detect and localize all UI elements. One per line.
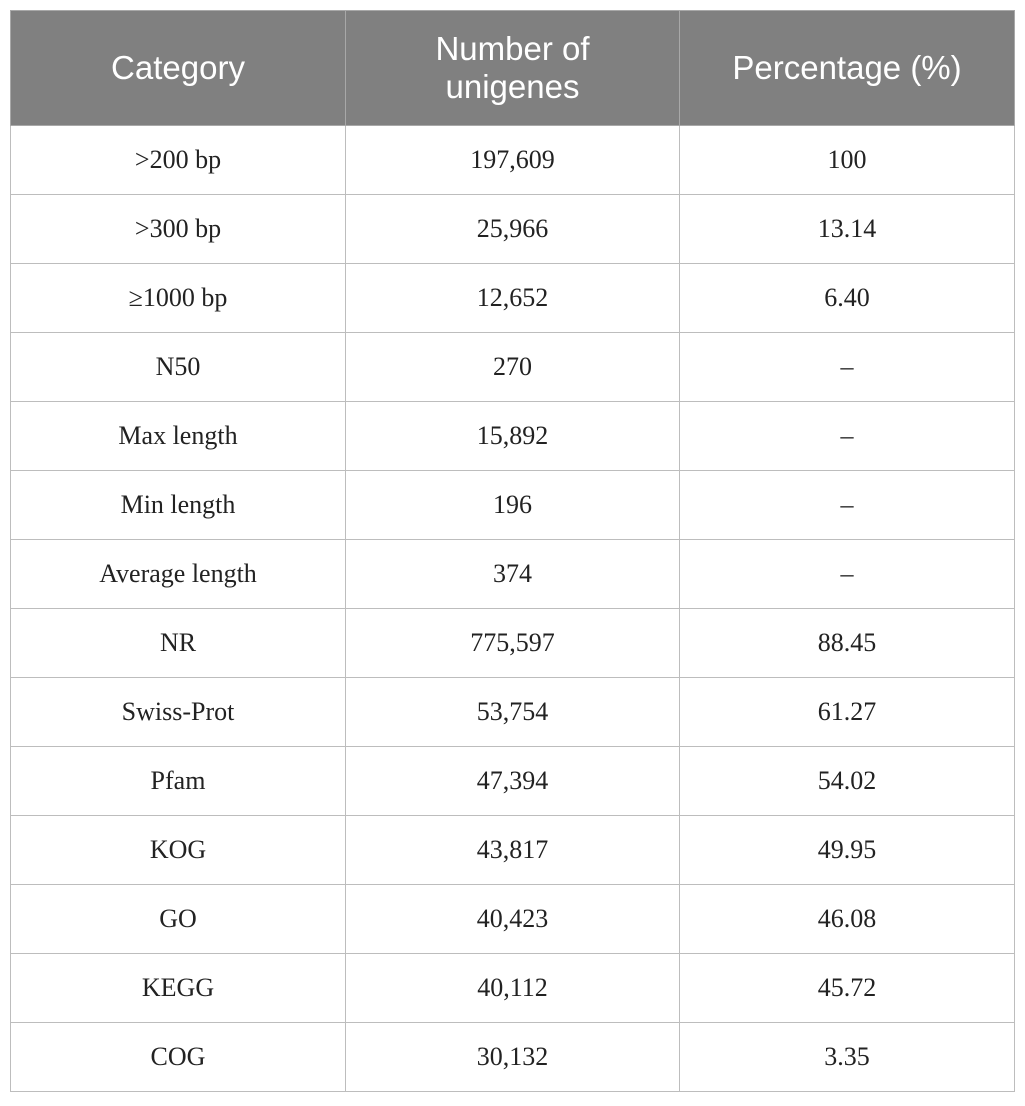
unigene-statistics-table [10,10,1015,1092]
cell-percentage: – [680,471,1015,540]
cell-percentage: 3.35 [680,1023,1015,1092]
cell-number: 197,609 [346,126,680,195]
table-body [11,126,1015,1092]
cell-number: 270 [346,333,680,402]
cell-percentage: 54.02 [680,747,1015,816]
cell-category: Max length [11,402,346,471]
table-row [11,816,1015,885]
table-row [11,885,1015,954]
cell-number: 25,966 [346,195,680,264]
cell-category: ≥1000 bp [11,264,346,333]
cell-percentage: 49.95 [680,816,1015,885]
cell-percentage: – [680,402,1015,471]
cell-percentage: 61.27 [680,678,1015,747]
table-row [11,471,1015,540]
cell-category: GO [11,885,346,954]
cell-category: >200 bp [11,126,346,195]
cell-category: COG [11,1023,346,1092]
cell-percentage: 46.08 [680,885,1015,954]
table-row [11,126,1015,195]
data-table-container [10,10,1014,1092]
table-row [11,747,1015,816]
header-number-of-unigenes: Number of unigenes [346,11,680,126]
cell-number: 196 [346,471,680,540]
cell-category: Swiss-Prot [11,678,346,747]
header-category: Category [11,11,346,126]
cell-number: 775,597 [346,609,680,678]
table-row [11,678,1015,747]
cell-percentage: 100 [680,126,1015,195]
cell-number: 12,652 [346,264,680,333]
table-row [11,333,1015,402]
cell-category: Average length [11,540,346,609]
cell-category: Min length [11,471,346,540]
cell-category: >300 bp [11,195,346,264]
cell-number: 53,754 [346,678,680,747]
cell-category: KEGG [11,954,346,1023]
cell-category: N50 [11,333,346,402]
table-row [11,195,1015,264]
cell-number: 43,817 [346,816,680,885]
table-row [11,402,1015,471]
header-percentage: Percentage (%) [680,11,1015,126]
cell-percentage: 88.45 [680,609,1015,678]
cell-percentage: – [680,540,1015,609]
cell-category: Pfam [11,747,346,816]
cell-percentage: 6.40 [680,264,1015,333]
table-row [11,1023,1015,1092]
cell-number: 47,394 [346,747,680,816]
cell-category: KOG [11,816,346,885]
cell-number: 15,892 [346,402,680,471]
cell-number: 374 [346,540,680,609]
cell-percentage: 45.72 [680,954,1015,1023]
cell-percentage: – [680,333,1015,402]
header-row [11,11,1015,126]
table-row [11,540,1015,609]
cell-category: NR [11,609,346,678]
table-row [11,954,1015,1023]
cell-number: 40,112 [346,954,680,1023]
table-row [11,609,1015,678]
cell-percentage: 13.14 [680,195,1015,264]
table-row [11,264,1015,333]
cell-number: 40,423 [346,885,680,954]
cell-number: 30,132 [346,1023,680,1092]
table-header [11,11,1015,126]
